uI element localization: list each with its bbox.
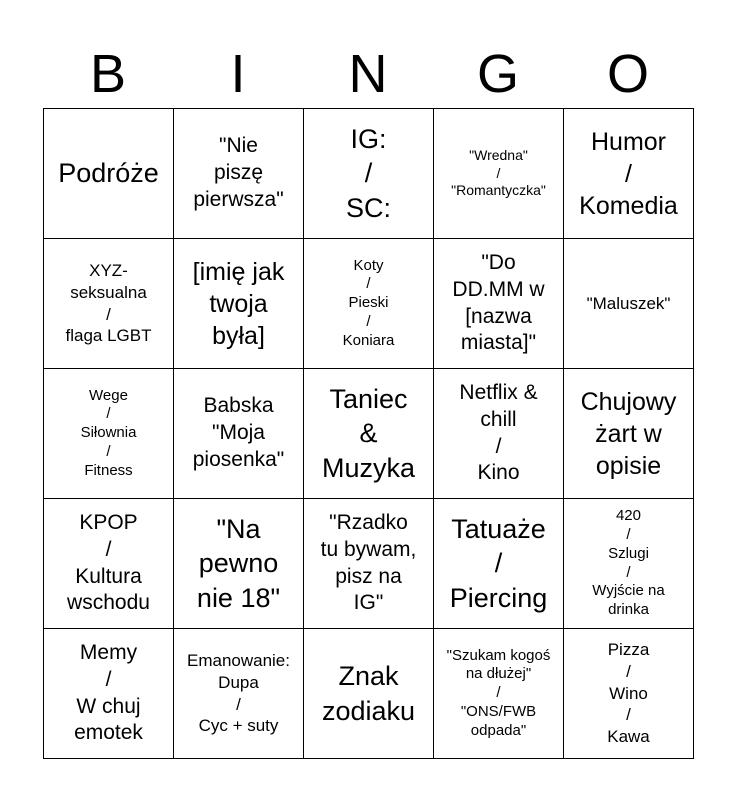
header-letter-n: N xyxy=(348,44,388,104)
bingo-cell[interactable] xyxy=(44,629,174,759)
cell-text: Tatuaże / Piercing xyxy=(449,513,548,613)
cell-text: Koty / Pieski / Koniara xyxy=(342,256,395,349)
bingo-cell[interactable] xyxy=(304,499,434,629)
cell-text: "Rzadko tu bywam, pisz na IG" xyxy=(320,510,417,615)
header-letter-i: I xyxy=(230,44,246,104)
bingo-cell[interactable] xyxy=(434,629,564,759)
bingo-cell[interactable] xyxy=(434,499,564,629)
cell-text: Netflix & chill / Kino xyxy=(459,380,538,485)
cell-text: "Szukam kogoś na dłużej" / "ONS/FWB odpada" xyxy=(446,646,551,739)
cell-text: Chujowy żart w opisie xyxy=(580,387,677,480)
cell-text: Memy / W chuj emotek xyxy=(74,640,143,745)
bingo-cell[interactable] xyxy=(304,369,434,499)
cell-text: "Maluszek" xyxy=(586,293,671,313)
bingo-cell[interactable] xyxy=(174,629,304,759)
bingo-cell[interactable] xyxy=(304,239,434,369)
bingo-cell[interactable] xyxy=(304,109,434,239)
bingo-cell[interactable] xyxy=(434,109,564,239)
header-letter-o: O xyxy=(606,44,649,104)
bingo-cell[interactable] xyxy=(174,239,304,369)
cell-text: IG: / SC: xyxy=(345,123,391,223)
bingo-cell[interactable] xyxy=(174,109,304,239)
bingo-cell[interactable] xyxy=(564,629,694,759)
cell-text: Pizza / Wino / Kawa xyxy=(607,640,650,747)
cell-text: "Do DD.MM w [nazwa miasta]" xyxy=(452,250,545,355)
bingo-cell[interactable] xyxy=(304,629,434,759)
cell-text: Humor / Komedia xyxy=(579,127,678,220)
bingo-cell[interactable] xyxy=(44,239,174,369)
header-letter-g: G xyxy=(476,44,519,104)
cell-text: 420 / Szlugi / Wyjście na drinka xyxy=(592,507,665,618)
board-row xyxy=(44,239,694,369)
bingo-cell[interactable] xyxy=(564,369,694,499)
board-row xyxy=(44,369,694,499)
cell-text: Znak zodiaku xyxy=(321,660,416,726)
bingo-cell[interactable] xyxy=(174,499,304,629)
cell-text: Wege / Siłownia / Fitness xyxy=(80,386,137,479)
cell-text: "Na pewno nie 18" xyxy=(196,513,281,613)
bingo-cell[interactable] xyxy=(564,109,694,239)
bingo-board xyxy=(43,108,694,759)
bingo-cell[interactable] xyxy=(564,239,694,369)
board-row xyxy=(44,499,694,629)
bingo-cell[interactable] xyxy=(434,239,564,369)
bingo-cell[interactable] xyxy=(564,499,694,629)
cell-text: XYZ- seksualna / flaga LGBT xyxy=(65,261,152,346)
bingo-cell[interactable] xyxy=(434,369,564,499)
bingo-cell[interactable] xyxy=(44,369,174,499)
bingo-cell[interactable] xyxy=(44,499,174,629)
board-row xyxy=(44,629,694,759)
cell-text: Podróże xyxy=(58,158,159,189)
cell-text: Emanowanie: Dupa / Cyc + suty xyxy=(186,651,290,736)
bingo-header xyxy=(43,40,693,108)
cell-text: Babska "Moja piosenka" xyxy=(192,394,285,471)
board-row xyxy=(44,109,694,239)
cell-text: "Nie piszę pierwsza" xyxy=(193,134,284,211)
cell-text: "Wredna" / "Romantyczka" xyxy=(451,146,546,199)
header-letter-b: B xyxy=(89,44,127,104)
cell-text: Taniec & Muzyka xyxy=(321,383,416,483)
cell-text: KPOP / Kultura wschodu xyxy=(67,510,150,615)
bingo-cell[interactable] xyxy=(44,109,174,239)
cell-text: [imię jak twoja była] xyxy=(192,257,285,350)
bingo-cell[interactable] xyxy=(174,369,304,499)
